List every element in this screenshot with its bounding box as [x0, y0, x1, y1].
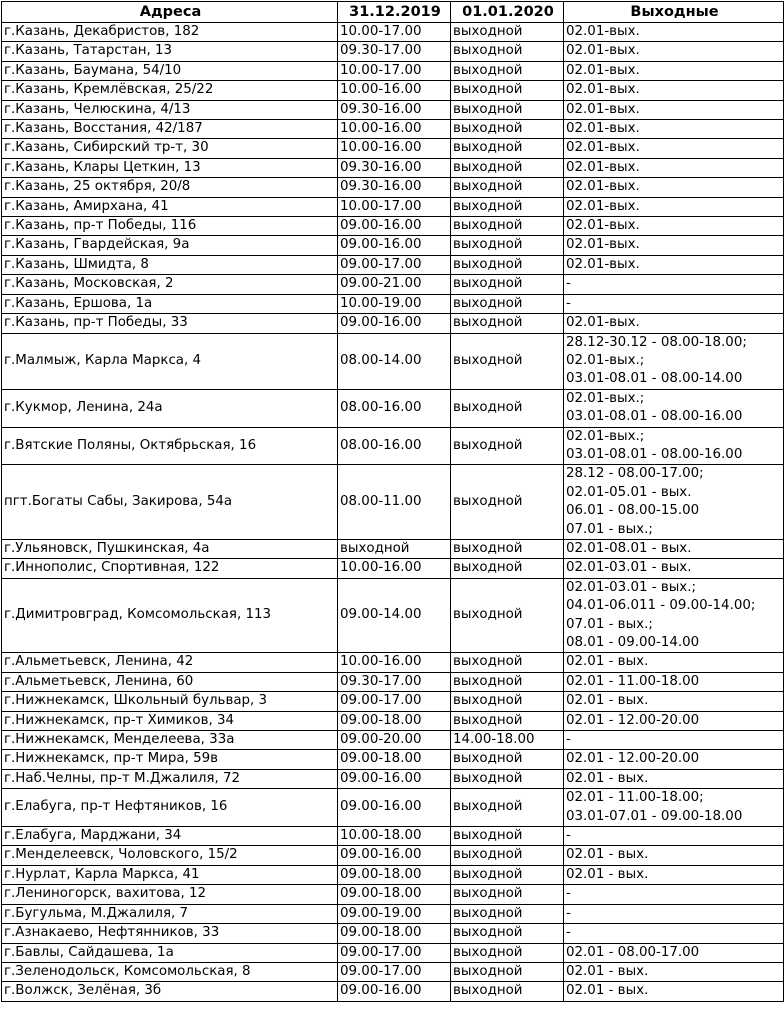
cell-address: г.Иннополис, Спортивная, 122 — [2, 559, 338, 578]
days-off-line: 02.01 - вых. — [566, 983, 649, 999]
table-row — [2, 904, 784, 923]
cell-address: г.Казань, пр-т Победы, 33 — [2, 314, 338, 333]
cell-address: г.Бугульма, М.Джалиля, 7 — [2, 904, 338, 923]
header-days-off: Выходные — [564, 2, 784, 23]
table-row — [2, 924, 784, 943]
cell-address: г.Димитровград, Комсомольская, 113 — [2, 578, 338, 653]
cell-jan01-hours: выходной — [451, 885, 564, 904]
cell-days-off — [564, 692, 784, 711]
cell-dec31-hours: 08.00-16.00 — [338, 389, 451, 427]
cell-days-off — [564, 885, 784, 904]
table-row — [2, 81, 784, 100]
cell-jan01-hours: выходной — [451, 427, 564, 465]
table-row — [2, 236, 784, 255]
cell-jan01-hours: выходной — [451, 139, 564, 158]
cell-address: г.Нижнекамск, пр-т Химиков, 34 — [2, 711, 338, 730]
table-row — [2, 465, 784, 540]
cell-days-off — [564, 158, 784, 177]
days-off-line: 02.01 - 11.00-18.00 — [566, 673, 700, 689]
days-off-line: 02.01-вых. — [566, 256, 640, 272]
days-off-line: 02.01-вых. — [566, 43, 640, 59]
table-row — [2, 314, 784, 333]
cell-days-off — [564, 672, 784, 691]
days-off-line: 04.01-06.011 - 09.00-14.00; — [566, 598, 756, 614]
cell-address: г.Малмыж, Карла Маркса, 4 — [2, 333, 338, 389]
table-row — [2, 389, 784, 427]
days-off-line: 03.01-08.01 - 08.00-16.00 — [566, 409, 743, 425]
cell-days-off — [564, 197, 784, 216]
cell-days-off — [564, 711, 784, 730]
table-row — [2, 100, 784, 119]
cell-dec31-hours: 09.30-16.00 — [338, 100, 451, 119]
cell-days-off — [564, 924, 784, 943]
cell-jan01-hours: выходной — [451, 255, 564, 274]
table-row — [2, 275, 784, 294]
cell-days-off — [564, 943, 784, 962]
cell-address: г.Казань, Московская, 2 — [2, 275, 338, 294]
table-row — [2, 578, 784, 653]
days-off-line: 02.01-вых. — [566, 101, 640, 117]
cell-jan01-hours: выходной — [451, 769, 564, 788]
table-row — [2, 197, 784, 216]
cell-address: г.Нижнекамск, Школьный бульвар, 3 — [2, 692, 338, 711]
cell-dec31-hours: 09.30-16.00 — [338, 158, 451, 177]
cell-jan01-hours: выходной — [451, 653, 564, 672]
days-off-line: 03.01-08.01 - 08.00-14.00 — [566, 371, 743, 387]
cell-jan01-hours: выходной — [451, 61, 564, 80]
days-off-line: 02.01-вых. — [566, 24, 640, 39]
cell-days-off — [564, 294, 784, 313]
days-off-line: - — [566, 828, 571, 844]
cell-dec31-hours: 08.00-16.00 — [338, 427, 451, 465]
table-row — [2, 539, 784, 558]
days-off-line: 02.01 - вых. — [566, 770, 649, 786]
cell-jan01-hours: выходной — [451, 827, 564, 846]
cell-address: г.Нижнекамск, Менделеева, 33а — [2, 731, 338, 750]
table-row — [2, 731, 784, 750]
table-row — [2, 769, 784, 788]
cell-dec31-hours: 09.00-16.00 — [338, 846, 451, 865]
table-row — [2, 692, 784, 711]
cell-days-off — [564, 42, 784, 61]
cell-address: г.Вятские Поляны, Октябрьская, 16 — [2, 427, 338, 465]
table-row — [2, 789, 784, 827]
days-off-line: 02.01 - вых. — [566, 847, 649, 863]
days-off-line: - — [566, 732, 571, 748]
cell-dec31-hours: 08.00-11.00 — [338, 465, 451, 540]
days-off-line: 02.01-05.01 - вых. — [566, 484, 692, 500]
cell-days-off — [564, 275, 784, 294]
cell-jan01-hours: выходной — [451, 217, 564, 236]
cell-dec31-hours: 08.00-14.00 — [338, 333, 451, 389]
cell-jan01-hours: выходной — [451, 865, 564, 884]
cell-dec31-hours: 10.00-18.00 — [338, 827, 451, 846]
days-off-line: - — [566, 905, 571, 921]
cell-address: г.Нижнекамск, пр-т Мира, 59в — [2, 750, 338, 769]
days-off-line: 02.01-вых. — [566, 159, 640, 175]
cell-days-off — [564, 750, 784, 769]
days-off-line: 02.01 - вых. — [566, 654, 649, 670]
cell-address: г.Наб.Челны, пр-т М.Джалиля, 72 — [2, 769, 338, 788]
cell-address: г.Лениногорск, вахитова, 12 — [2, 885, 338, 904]
days-off-line: 02.01-вых. — [566, 218, 640, 234]
cell-dec31-hours: 09.00-18.00 — [338, 924, 451, 943]
cell-dec31-hours: 09.00-17.00 — [338, 255, 451, 274]
cell-dec31-hours: 09.00-18.00 — [338, 865, 451, 884]
table-row — [2, 865, 784, 884]
cell-address: г.Казань, Кремлёвская, 25/22 — [2, 81, 338, 100]
days-off-line: 07.01 - вых.; — [566, 521, 653, 537]
table-row — [2, 178, 784, 197]
days-off-line: 02.01 - 08.00-17.00 — [566, 944, 700, 960]
cell-days-off — [564, 120, 784, 139]
cell-dec31-hours: 09.00-18.00 — [338, 750, 451, 769]
cell-dec31-hours: 09.00-19.00 — [338, 904, 451, 923]
header-row — [2, 2, 784, 23]
cell-jan01-hours: выходной — [451, 100, 564, 119]
days-off-line: 03.01-08.01 - 08.00-16.00 — [566, 446, 743, 462]
table-row — [2, 982, 784, 1001]
days-off-line: - — [566, 295, 571, 311]
table-row — [2, 943, 784, 962]
cell-dec31-hours: выходной — [338, 539, 451, 558]
cell-jan01-hours: выходной — [451, 465, 564, 540]
days-off-line: 02.01-вых. — [566, 315, 640, 331]
schedule-table — [1, 1, 784, 1002]
cell-jan01-hours: выходной — [451, 539, 564, 558]
days-off-line: 06.01 - 08.00-15.00 — [566, 503, 700, 519]
days-off-line: 02.01-вых. — [566, 179, 640, 195]
cell-address: г.Казань, Татарстан, 13 — [2, 42, 338, 61]
cell-jan01-hours: выходной — [451, 120, 564, 139]
cell-days-off — [564, 61, 784, 80]
days-off-line: 02.01 - вых. — [566, 693, 649, 709]
cell-days-off — [564, 139, 784, 158]
days-off-line: 02.01-08.01 - вых. — [566, 540, 692, 556]
cell-jan01-hours: выходной — [451, 81, 564, 100]
cell-address: г.Елабуга, пр-т Нефтяников, 16 — [2, 789, 338, 827]
cell-jan01-hours: выходной — [451, 789, 564, 827]
cell-days-off — [564, 255, 784, 274]
table-row — [2, 885, 784, 904]
cell-dec31-hours: 09.00-17.00 — [338, 962, 451, 981]
cell-address: г.Менделеевск, Чоловского, 15/2 — [2, 846, 338, 865]
cell-jan01-hours: выходной — [451, 904, 564, 923]
cell-dec31-hours: 10.00-16.00 — [338, 120, 451, 139]
cell-jan01-hours: выходной — [451, 389, 564, 427]
table-row — [2, 139, 784, 158]
cell-address: г.Елабуга, Марджани, 34 — [2, 827, 338, 846]
table-row — [2, 653, 784, 672]
cell-dec31-hours: 09.30-16.00 — [338, 178, 451, 197]
days-off-line: 02.01-вых. — [566, 140, 640, 156]
days-off-line: 28.12 - 08.00-17.00; — [566, 466, 704, 482]
header-dec31: 31.12.2019 — [338, 2, 451, 23]
cell-address: г.Зеленодольск, Комсомольская, 8 — [2, 962, 338, 981]
cell-days-off — [564, 100, 784, 119]
table-row — [2, 672, 784, 691]
table-row — [2, 294, 784, 313]
days-off-line: 02.01-03.01 - вых.; — [566, 579, 697, 595]
table-row — [2, 846, 784, 865]
cell-days-off — [564, 333, 784, 389]
cell-dec31-hours: 10.00-16.00 — [338, 653, 451, 672]
header-address: Адреса — [2, 2, 338, 23]
cell-dec31-hours: 09.30-17.00 — [338, 672, 451, 691]
cell-dec31-hours: 10.00-19.00 — [338, 294, 451, 313]
cell-address: г.Казань, Восстания, 42/187 — [2, 120, 338, 139]
cell-jan01-hours: выходной — [451, 275, 564, 294]
table-row — [2, 255, 784, 274]
cell-dec31-hours: 09.00-14.00 — [338, 578, 451, 653]
cell-jan01-hours: выходной — [451, 962, 564, 981]
cell-days-off — [564, 904, 784, 923]
cell-address: г.Ульяновск, Пушкинская, 4а — [2, 539, 338, 558]
cell-address: г.Казань, Декабристов, 182 — [2, 23, 338, 42]
table-row — [2, 158, 784, 177]
cell-days-off — [564, 846, 784, 865]
cell-jan01-hours: выходной — [451, 333, 564, 389]
cell-jan01-hours: выходной — [451, 578, 564, 653]
days-off-line: 03.01-07.01 - 09.00-18.00 — [566, 808, 743, 824]
cell-days-off — [564, 827, 784, 846]
cell-address: г.Волжск, Зелёная, 3б — [2, 982, 338, 1001]
cell-address: г.Казань, Ершова, 1а — [2, 294, 338, 313]
cell-dec31-hours: 09.00-16.00 — [338, 789, 451, 827]
cell-address: г.Бавлы, Сайдашева, 1а — [2, 943, 338, 962]
table-row — [2, 427, 784, 465]
cell-days-off — [564, 769, 784, 788]
cell-days-off — [564, 539, 784, 558]
cell-days-off — [564, 236, 784, 255]
days-off-line: 07.01 - вых.; — [566, 616, 653, 632]
cell-dec31-hours: 09.00-17.00 — [338, 943, 451, 962]
cell-address: г.Казань, Шмидта, 8 — [2, 255, 338, 274]
cell-jan01-hours: выходной — [451, 943, 564, 962]
table-row — [2, 827, 784, 846]
cell-address: г.Казань, Сибирский тр-т, 30 — [2, 139, 338, 158]
cell-address: г.Казань, Гвардейская, 9а — [2, 236, 338, 255]
cell-days-off — [564, 865, 784, 884]
cell-jan01-hours: выходной — [451, 178, 564, 197]
cell-dec31-hours: 10.00-17.00 — [338, 61, 451, 80]
cell-dec31-hours: 09.00-17.00 — [338, 692, 451, 711]
cell-address: пгт.Богаты Сабы, Закирова, 54а — [2, 465, 338, 540]
cell-dec31-hours: 10.00-17.00 — [338, 197, 451, 216]
cell-days-off — [564, 81, 784, 100]
cell-dec31-hours: 10.00-16.00 — [338, 139, 451, 158]
cell-jan01-hours: 14.00-18.00 — [451, 731, 564, 750]
cell-days-off — [564, 314, 784, 333]
days-off-line: 02.01 - 11.00-18.00; — [566, 790, 704, 806]
days-off-line: 02.01-вых. — [566, 62, 640, 78]
table-row — [2, 711, 784, 730]
table-row — [2, 61, 784, 80]
cell-dec31-hours: 09.00-18.00 — [338, 711, 451, 730]
days-off-line: - — [566, 886, 571, 902]
cell-jan01-hours: выходной — [451, 672, 564, 691]
header-jan01: 01.01.2020 — [451, 2, 564, 23]
cell-dec31-hours: 10.00-17.00 — [338, 23, 451, 42]
cell-address: г.Казань, пр-т Победы, 116 — [2, 217, 338, 236]
cell-dec31-hours: 09.00-16.00 — [338, 982, 451, 1001]
cell-address: г.Казань, Амирхана, 41 — [2, 197, 338, 216]
cell-address: г.Кукмор, Ленина, 24а — [2, 389, 338, 427]
cell-address: г.Казань, 25 октября, 20/8 — [2, 178, 338, 197]
days-off-line: 02.01-вых. — [566, 121, 640, 137]
days-off-line: 02.01-03.01 - вых. — [566, 560, 692, 576]
cell-address: г.Казань, Баумана, 54/10 — [2, 61, 338, 80]
table-row — [2, 120, 784, 139]
days-off-line: 02.01-вых.; — [566, 352, 645, 368]
cell-jan01-hours: выходной — [451, 294, 564, 313]
cell-dec31-hours: 09.00-16.00 — [338, 236, 451, 255]
cell-address: г.Азнакаево, Нефтянников, 33 — [2, 924, 338, 943]
table-row — [2, 42, 784, 61]
cell-days-off — [564, 217, 784, 236]
cell-jan01-hours: выходной — [451, 236, 564, 255]
cell-address: г.Казань, Челюскина, 4/13 — [2, 100, 338, 119]
days-off-line: 02.01-вых.; — [566, 390, 645, 406]
days-off-line: 02.01-вых. — [566, 237, 640, 253]
cell-days-off — [564, 23, 784, 42]
days-off-line: - — [566, 925, 571, 941]
cell-days-off — [564, 465, 784, 540]
cell-dec31-hours: 10.00-16.00 — [338, 559, 451, 578]
days-off-line: 02.01-вых. — [566, 82, 640, 98]
cell-days-off — [564, 789, 784, 827]
cell-jan01-hours: выходной — [451, 23, 564, 42]
table-row — [2, 559, 784, 578]
cell-jan01-hours: выходной — [451, 846, 564, 865]
cell-jan01-hours: выходной — [451, 197, 564, 216]
table-row — [2, 962, 784, 981]
table-row — [2, 23, 784, 42]
cell-address: г.Казань, Клары Цеткин, 13 — [2, 158, 338, 177]
cell-jan01-hours: выходной — [451, 692, 564, 711]
table-row — [2, 750, 784, 769]
cell-days-off — [564, 962, 784, 981]
table-header — [2, 2, 784, 23]
cell-days-off — [564, 427, 784, 465]
cell-dec31-hours: 09.00-21.00 — [338, 275, 451, 294]
cell-dec31-hours: 09.00-18.00 — [338, 885, 451, 904]
cell-address: г.Нурлат, Карла Маркса, 41 — [2, 865, 338, 884]
cell-days-off — [564, 982, 784, 1001]
cell-jan01-hours: выходной — [451, 924, 564, 943]
days-off-line: 28.12-30.12 - 08.00-18.00; — [566, 334, 747, 350]
cell-days-off — [564, 653, 784, 672]
cell-dec31-hours: 09.00-16.00 — [338, 769, 451, 788]
cell-days-off — [564, 578, 784, 653]
table-body — [2, 23, 784, 1002]
cell-jan01-hours: выходной — [451, 314, 564, 333]
cell-days-off — [564, 389, 784, 427]
days-off-line: 08.01 - 09.00-14.00 — [566, 635, 700, 650]
days-off-line: 02.01 - вых. — [566, 963, 649, 979]
days-off-line: - — [566, 276, 571, 292]
cell-jan01-hours: выходной — [451, 750, 564, 769]
cell-jan01-hours: выходной — [451, 982, 564, 1001]
days-off-line: 02.01 - 12.00-20.00 — [566, 712, 700, 728]
table-row — [2, 333, 784, 389]
cell-jan01-hours: выходной — [451, 42, 564, 61]
cell-days-off — [564, 178, 784, 197]
cell-jan01-hours: выходной — [451, 711, 564, 730]
cell-dec31-hours: 09.30-17.00 — [338, 42, 451, 61]
cell-address: г.Альметьевск, Ленина, 60 — [2, 672, 338, 691]
cell-dec31-hours: 09.00-20.00 — [338, 731, 451, 750]
days-off-line: 02.01 - вых. — [566, 866, 649, 882]
cell-dec31-hours: 09.00-16.00 — [338, 314, 451, 333]
cell-dec31-hours: 09.00-16.00 — [338, 217, 451, 236]
cell-days-off — [564, 559, 784, 578]
cell-jan01-hours: выходной — [451, 158, 564, 177]
table-row — [2, 217, 784, 236]
days-off-line: 02.01-вых. — [566, 198, 640, 214]
cell-days-off — [564, 731, 784, 750]
cell-address: г.Альметьевск, Ленина, 42 — [2, 653, 338, 672]
cell-dec31-hours: 10.00-16.00 — [338, 81, 451, 100]
days-off-line: 02.01 - 12.00-20.00 — [566, 751, 700, 767]
cell-jan01-hours: выходной — [451, 559, 564, 578]
days-off-line: 02.01-вых.; — [566, 428, 645, 444]
